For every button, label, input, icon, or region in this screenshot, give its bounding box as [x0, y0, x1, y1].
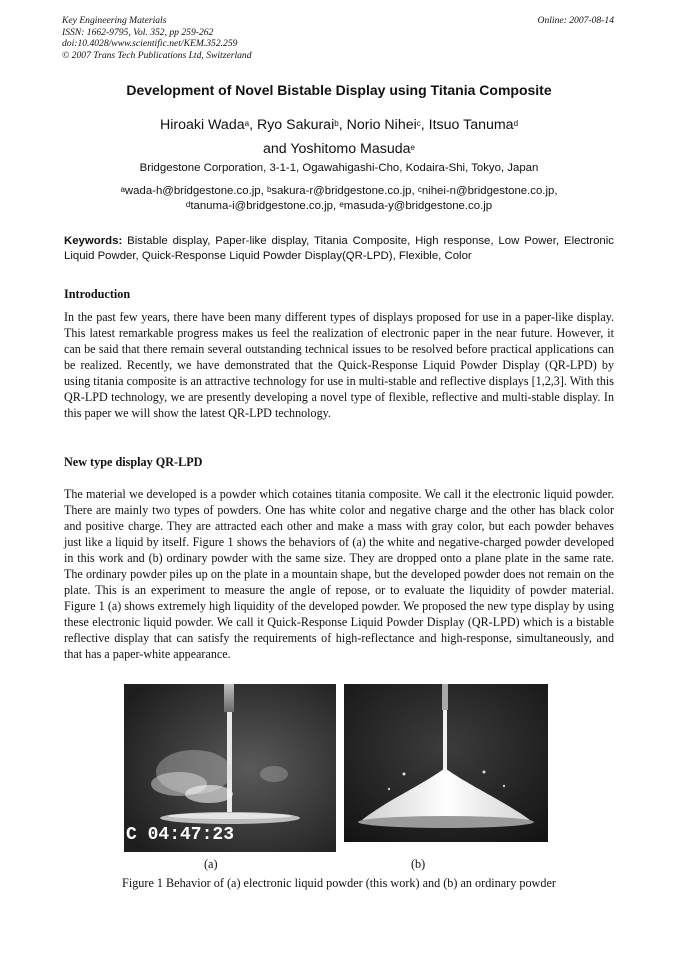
author-name: Hiroaki Wada — [159, 117, 245, 133]
author-affil-mark: d — [513, 119, 519, 128]
introduction-paragraph: In the past few years, there have been many different types of displays proposed for use in a paper-like display. This latest remarkable progress makes us feel the realization of electronic paper in the near future. However, it can be said that there remain several outstanding technical issues to be resolved before practical applications can be realized. Recently, we have demonstrated that the Quick-Response Liquid Powder Display (QR-LPD) by using titania composite is an attractive technology for use in multi-stable and reflective displays [1,2,3]. With this QR-LPD technology, we are presently developing a novel type of flexible, reflective and multi-stable display. In this paper we will show the latest QR-LPD technology. — [64, 310, 614, 420]
author-name: Itsuo Tanuma — [428, 117, 514, 133]
figure-1-caption: Figure 1 Behavior of (a) electronic liquid powder (this work) and (b) an ordinary powder — [122, 876, 556, 890]
email-mark: c — [417, 185, 422, 194]
paper-title: Development of Novel Bistable Display using Titania Composite — [126, 82, 552, 98]
keywords — [64, 234, 614, 264]
journal-name: Key Engineering Materials — [62, 15, 167, 26]
email: wada-h@bridgestone.co.jp, — [124, 185, 264, 197]
email: masuda-y@bridgestone.co.jp — [343, 199, 493, 212]
author-conjunction: and — [263, 141, 287, 157]
author-name: Ryo Sakurai — [256, 117, 335, 133]
keywords-text: Bistable display, Paper-like display, Titania Composite, High response, Low Power, Electronic Liquid Powder, Quick-Response Liquid Powder Display(QR-LPD), Flexible, Color — [64, 235, 614, 262]
keywords-label: Keywords: — [64, 235, 123, 247]
figure-1a-timestamp: C 04:47:23 — [126, 825, 235, 845]
author-line-1: Hiroaki Wada$^a$, Ryo Sakurai$^b$, Norio Nihei$^c$, Itsuo Tanuma$^d$ — [159, 117, 519, 133]
figure-1b-photo — [344, 684, 548, 842]
author-name: Yoshitomo Masuda — [290, 141, 411, 157]
author-emails — [0, 184, 678, 213]
author-list — [0, 113, 678, 161]
doi: doi:10.4028/www.scientific.net/KEM.352.259 — [62, 38, 238, 49]
author-line-2 — [0, 137, 678, 161]
email: tanuma-i@bridgestone.co.jp, — [190, 199, 337, 212]
affiliation: Bridgestone Corporation, 3-1-1, Ogawahigashi-Cho, Kodaira-Shi, Tokyo, Japan — [139, 162, 539, 174]
email-line-1 — [0, 184, 678, 199]
figure-1b-label: (b) — [411, 857, 426, 871]
email: sakura-r@bridgestone.co.jp, — [271, 185, 415, 197]
author-affil-mark: a — [244, 119, 250, 128]
email-mark: a — [120, 185, 125, 194]
email: nihei-n@bridgestone.co.jp, — [421, 185, 558, 197]
copyright: © 2007 Trans Tech Publications Ltd, Switzerland — [62, 49, 252, 61]
email-mark: b — [266, 185, 272, 194]
author-name: Norio Nihei — [346, 117, 417, 133]
author-affil-mark: c — [416, 119, 421, 128]
figure-1a-label: (a) — [204, 857, 218, 871]
online-date: Online: 2007-08-14 — [537, 15, 614, 26]
author-affil-mark: e — [410, 143, 415, 152]
new-type-display-paragraph: The material we developed is a powder which cotaines titania composite. We call it the electronic liquid powder. There are mainly two types of powders. One has white color and negative charge and the other has black color and positive charge. They are attracted each other and make a mass with gray color, but each powder behaves just like a liquid by itself. Figure 1 shows the behaviors of (a) the white and negative-charged powder developed in this work and (b) ordinary powder with the same size. They are dropped onto a plane plate in the same rate. The ordinary powder piles up on the plate in a mountain shape, but the developed powder does not remain on the plate. This is an experiment to measure the angle of repose, or to evaluate the liquidity of powder material. Figure 1 (a) shows extremely high liquidity of the developed powder. We proposed the new type display by using these electronic liquid powder. We call it Quick-Response Liquid Powder Display (QR-LPD) which is a bistable reflective display that can satisfy the requirements of high-reflectance and high-response, simultaneously, and that has a paper-white appearance. — [64, 487, 614, 661]
email-mark: d — [185, 199, 191, 209]
section-heading-introduction: Introduction — [64, 287, 131, 301]
author-affil-mark: b — [334, 119, 339, 128]
journal-header — [62, 15, 614, 61]
email-line-2 — [0, 199, 678, 214]
section-heading-new-type-display: New type display QR-LPD — [64, 455, 203, 469]
figure-1a-photo — [124, 684, 336, 852]
email-mark: e — [339, 199, 344, 209]
issn: ISSN: 1662-9795, Vol. 352, pp 259-262 — [62, 26, 214, 38]
